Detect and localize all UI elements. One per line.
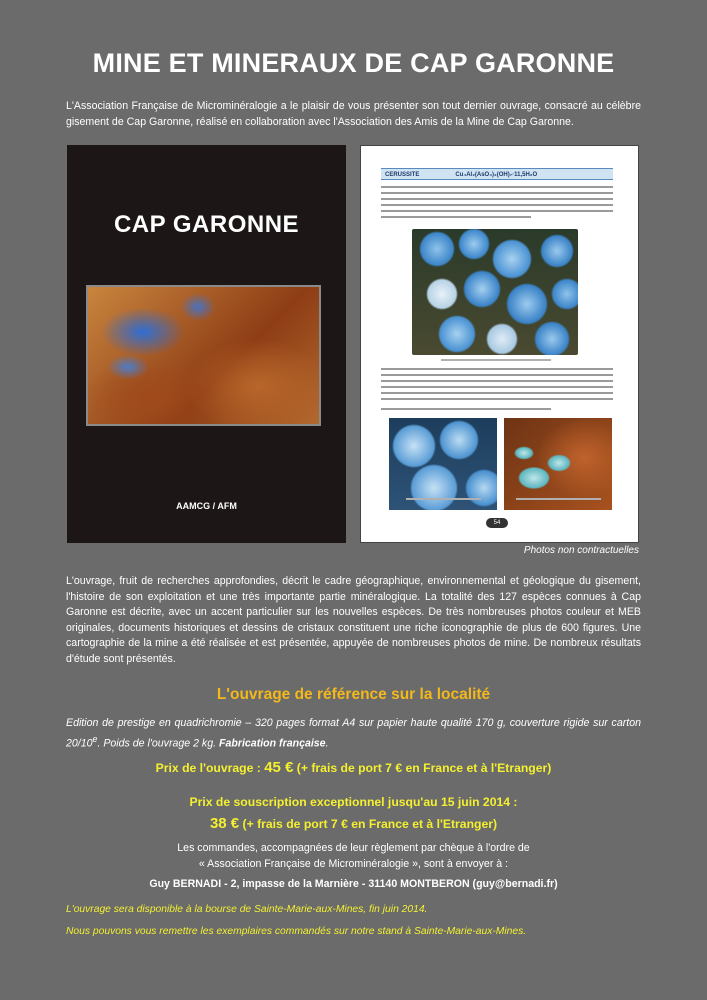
sample-photo-main [412, 229, 578, 355]
edition-weight: . Poids de l'ouvrage 2 kg. [97, 737, 220, 750]
stand-note: Nous pouvons vous remettre les exemplaires commandés sur notre stand à Sainte-Marie-aux-Mines. [66, 926, 527, 937]
text-line [381, 398, 613, 400]
photo-caption [406, 498, 481, 500]
subscription-amount: 38 € [209, 815, 240, 832]
order-instructions [0, 841, 707, 872]
section-subtitle: L'ouvrage de référence sur la localité [216, 686, 491, 703]
text-line [381, 204, 613, 206]
photo-caption [516, 498, 601, 500]
edition-text: Edition de prestige en quadrichromie – 320 pages format A4 sur papier haute qualité 170 g, couverture rigide sur carton 20/10 [66, 717, 641, 750]
text-line [381, 210, 613, 212]
description-paragraph: L'ouvrage, fruit de recherches approfondies, décrit le cadre géographique, environnemental et géologique du gisement, l'histoire de son exploitation et une très importante partie minéralogique. La totalité des 127 espèces connues à Cap Garonne est décrite, avec un accent particulier sur les nouvelles espèces. De très nombreuses photos couleur et MEB originales, documents historiques et dessins de cristaux constituent une riche iconographie de plus de 600 figures. Une cartographie de la mine a été réalisée et est présentée, appuyée de nombreuses photos de mine. De nombreux résultats d'étude sont présentés. [66, 575, 641, 665]
text-line [381, 386, 613, 388]
edition-made-in: Fabrication française [219, 737, 326, 750]
sample-page-header-label: CERUSSITE [385, 172, 420, 178]
sample-page [360, 145, 639, 543]
availability-note: L'ouvrage sera disponible à la bourse de Sainte-Marie-aux-Mines, fin juin 2014. [66, 904, 428, 915]
cover-photo [86, 285, 321, 426]
cover-publisher: AAMCG / AFM [176, 501, 237, 511]
order-line-2: « Association Française de Microminéralogie », sont à envoyer à : [198, 857, 509, 870]
text-line [381, 374, 613, 376]
sample-photo-left [389, 418, 497, 510]
text-line [381, 198, 613, 200]
photo-caption [441, 359, 551, 361]
price-shipping: (+ frais de port 7 € en France et à l'Etranger) [293, 761, 552, 775]
text-line [381, 392, 613, 394]
edition-sup: e [92, 733, 98, 744]
text-line [381, 192, 613, 194]
text-line [381, 186, 613, 188]
page-title: MINE ET MINERAUX DE CAP GARONNE [92, 48, 615, 78]
sample-photo-right [504, 418, 612, 510]
sample-page-header [381, 168, 613, 180]
cover-title: CAP GARONNE [113, 211, 300, 238]
intro-paragraph: L'Association Française de Microminéralogie a le plaisir de vous présenter son tout dernier ouvrage, consacré au célèbre gisement de Cap Garonne, réalisé en collaboration avec l'Association des Amis de la Mine de Cap Garonne. [66, 100, 641, 128]
text-line [381, 380, 613, 382]
price-line [0, 759, 707, 776]
subscription-label: Prix de souscription exceptionnel jusqu'au 15 juin 2014 : [189, 795, 518, 809]
order-line-1: Les commandes, accompagnées de leur règlement par chèque à l'ordre de [177, 842, 530, 854]
text-line [381, 216, 531, 218]
sample-page-header-formula: Cu₄Al₂(AsO₄)₂(OH)₇·11,5H₂O [455, 172, 538, 178]
text-line [381, 368, 613, 370]
subscription-price-line [180, 791, 527, 835]
subscription-shipping: (+ frais de port 7 € en France et à l'Etranger) [239, 817, 498, 831]
contact-address: Guy BERNADI - 2, impasse de la Marnière - 31140 MONTBERON (guy@bernadi.fr) [149, 878, 558, 890]
book-cover [67, 145, 346, 543]
photos-note: Photos non contractuelles [523, 545, 639, 556]
page-number: 54 [486, 518, 508, 528]
price-label: Prix de l'ouvrage : [155, 761, 265, 775]
text-line [381, 408, 551, 410]
edition-end: . [325, 737, 329, 750]
edition-details [66, 716, 641, 752]
price-amount: 45 € [264, 759, 294, 776]
